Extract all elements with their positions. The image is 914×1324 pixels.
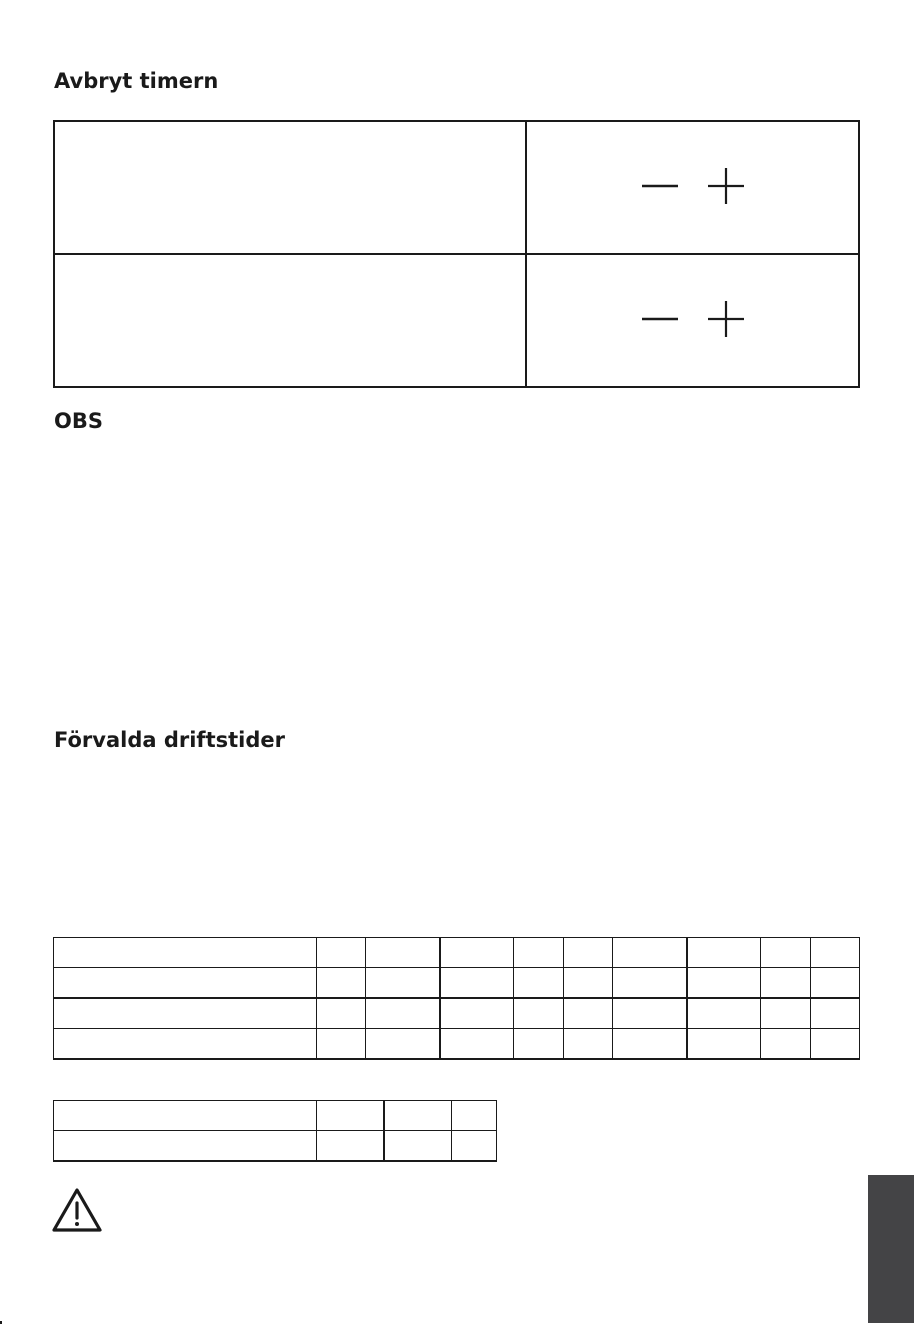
table-cell bbox=[687, 938, 761, 968]
table-row bbox=[54, 254, 859, 387]
table-cell bbox=[317, 998, 366, 1029]
minus-icon bbox=[640, 166, 680, 206]
table-cell bbox=[761, 998, 810, 1029]
table-row bbox=[54, 121, 859, 254]
table-cell bbox=[366, 1029, 440, 1060]
table-cell bbox=[613, 1029, 687, 1060]
table-row bbox=[54, 1029, 860, 1060]
table-cell bbox=[317, 968, 366, 999]
table-cell bbox=[810, 1029, 859, 1060]
minus-icon bbox=[640, 299, 680, 339]
table-cell bbox=[613, 968, 687, 999]
section-heading-note: OBS bbox=[54, 409, 103, 433]
instruction-cell bbox=[54, 121, 526, 254]
table-cell bbox=[317, 938, 366, 968]
table-cell bbox=[761, 1029, 810, 1060]
table-cell bbox=[440, 938, 514, 968]
table-cell bbox=[366, 968, 440, 999]
table-cell bbox=[366, 938, 440, 968]
instruction-cell bbox=[54, 254, 526, 387]
table-cell bbox=[563, 998, 612, 1029]
table-cell bbox=[613, 998, 687, 1029]
table-label-cell bbox=[54, 998, 317, 1029]
table-cell bbox=[514, 998, 563, 1029]
table-cell bbox=[810, 998, 859, 1029]
table-row bbox=[54, 1101, 497, 1131]
plus-icon bbox=[706, 166, 746, 206]
table-cell bbox=[452, 1131, 497, 1162]
additional-times-table bbox=[53, 1100, 497, 1162]
table-cell bbox=[317, 1131, 385, 1162]
table-cell bbox=[317, 1101, 385, 1131]
table-cell bbox=[514, 1029, 563, 1060]
table-row bbox=[54, 1131, 497, 1162]
warning-triangle-icon bbox=[51, 1186, 103, 1233]
table-cell bbox=[563, 968, 612, 999]
table-cell bbox=[384, 1101, 452, 1131]
section-heading-preset-times: Förvalda driftstider bbox=[54, 728, 285, 752]
table-cell bbox=[810, 968, 859, 999]
controls-cell bbox=[526, 121, 859, 254]
table-cell bbox=[514, 938, 563, 968]
table-row bbox=[54, 968, 860, 999]
table-row bbox=[54, 998, 860, 1029]
table-cell bbox=[687, 968, 761, 999]
table-label-cell bbox=[54, 1101, 317, 1131]
section-heading-cancel-timer: Avbryt timern bbox=[54, 69, 219, 93]
table-cell bbox=[440, 998, 514, 1029]
table-cell bbox=[563, 938, 612, 968]
plus-icon bbox=[706, 299, 746, 339]
operating-times-table bbox=[53, 937, 860, 1060]
table-cell bbox=[687, 1029, 761, 1060]
table-cell bbox=[514, 968, 563, 999]
table-label-cell bbox=[54, 968, 317, 999]
table-cell bbox=[687, 998, 761, 1029]
table-cell bbox=[810, 938, 859, 968]
table-label-cell bbox=[54, 1131, 317, 1162]
controls-cell bbox=[526, 254, 859, 387]
table-cell bbox=[440, 1029, 514, 1060]
table-cell bbox=[613, 938, 687, 968]
table-cell bbox=[317, 1029, 366, 1060]
timer-instructions-table bbox=[53, 120, 860, 388]
table-label-cell bbox=[54, 1029, 317, 1060]
table-label-cell bbox=[54, 938, 317, 968]
table-cell bbox=[563, 1029, 612, 1060]
table-row bbox=[54, 938, 860, 968]
table-cell bbox=[761, 968, 810, 999]
table-cell bbox=[761, 938, 810, 968]
language-side-tab bbox=[868, 1175, 914, 1323]
table-cell bbox=[366, 998, 440, 1029]
table-cell bbox=[440, 968, 514, 999]
table-cell bbox=[452, 1101, 497, 1131]
table-cell bbox=[384, 1131, 452, 1162]
